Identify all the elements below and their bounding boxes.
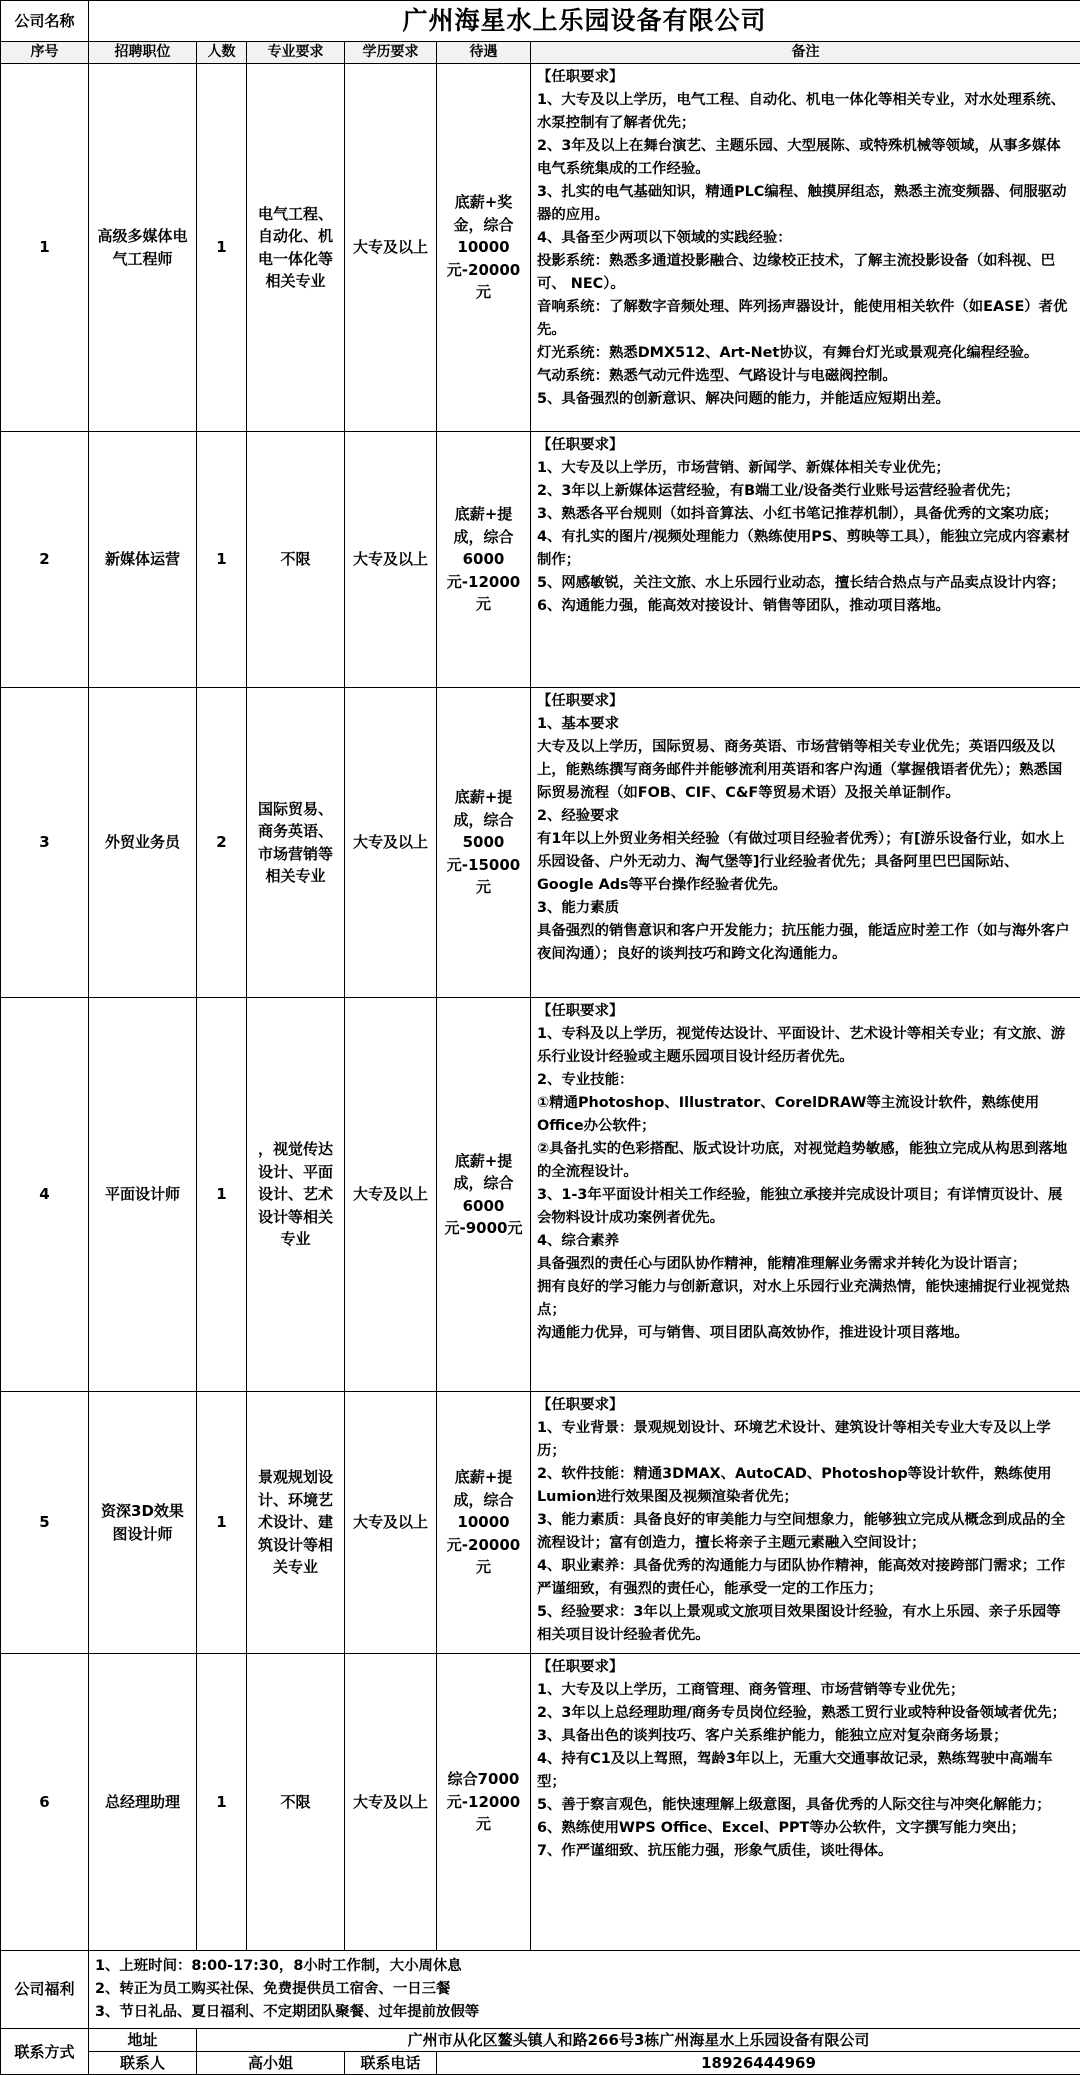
job-note-line: 具备强烈的销售意识和客户开发能力；抗压能力强，能适应时差工作（如与海外客户夜间沟通）；良好的谈判技巧和跨文化沟通能力。 — [537, 920, 1074, 966]
job-education: 大专及以上 — [345, 688, 437, 998]
job-position-text: 高级多媒体电气工程师 — [89, 225, 196, 270]
job-salary — [437, 1392, 531, 1654]
job-note-line: 6、沟通能力强，能高效对接设计、销售等团队，推动项目落地。 — [537, 595, 1074, 618]
job-notes — [531, 688, 1080, 998]
job-major-text: 景观规划设计、环境艺术设计、建筑设计等相关专业 — [247, 1466, 344, 1579]
job-major-text: ，视觉传达设计、平面设计、艺术设计等相关专业 — [247, 1138, 344, 1251]
job-major — [247, 432, 345, 688]
job-row — [1, 998, 1080, 1392]
job-position-text: 新媒体运营 — [89, 548, 196, 571]
job-note-line: 4、持有C1及以上驾照，驾龄3年以上，无重大交通事故记录，熟练驾驶中高端车型； — [537, 1748, 1074, 1794]
benefits-row — [1, 1951, 1080, 2029]
benefits-label: 公司福利 — [1, 1951, 89, 2029]
job-note-line: 6、熟练使用WPS Office、Excel、PPT等办公软件，文字撰写能力突出； — [537, 1817, 1074, 1840]
contact-label: 联系方式 — [1, 2029, 89, 2075]
job-note-line: 【任职要求】 — [537, 66, 1074, 89]
col-header-count: 人数 — [197, 42, 247, 64]
job-notes — [531, 998, 1080, 1392]
job-note-line: 5、网感敏锐，关注文旅、水上乐园行业动态，擅长结合热点与产品卖点设计内容； — [537, 572, 1074, 595]
job-note-line: 沟通能力优异，可与销售、项目团队高效协作，推进设计项目落地。 — [537, 1322, 1074, 1345]
contact-row-person — [1, 2052, 1080, 2075]
job-major — [247, 1392, 345, 1654]
job-note-line: 灯光系统：熟悉DMX512、Art-Net协议，有舞台灯光或景观亮化编程经验。 — [537, 342, 1074, 365]
job-note-line: ①精通Photoshop、Illustrator、CorelDRAW等主流设计软件，熟练使用Office办公软件； — [537, 1092, 1074, 1138]
job-note-line: ②具备扎实的色彩搭配、版式设计功底，对视觉趋势敏感，能独立完成从构思到落地的全流程设计。 — [537, 1138, 1074, 1184]
job-note-line: 【任职要求】 — [537, 690, 1074, 713]
job-note-line: 7、作严谨细致、抗压能力强，形象气质佳，谈吐得体。 — [537, 1840, 1074, 1863]
job-number: 1 — [1, 64, 89, 432]
job-note-line: 音响系统：了解数字音频处理、阵列扬声器设计，能使用相关软件（如EASE）者优先。 — [537, 296, 1074, 342]
job-major — [247, 64, 345, 432]
job-row — [1, 688, 1080, 998]
job-row — [1, 64, 1080, 432]
job-education: 大专及以上 — [345, 998, 437, 1392]
company-title: 广州海星水上乐园设备有限公司 — [89, 1, 1080, 42]
job-notes — [531, 432, 1080, 688]
column-header-row — [1, 42, 1080, 64]
job-note-line: 2、经验要求 — [537, 805, 1074, 828]
job-note-line: 大专及以上学历，国际贸易、商务英语、市场营销等相关专业优先；英语四级及以上，能熟练撰写商务邮件并能够流利用英语和客户沟通（掌握俄语者优先）；熟悉国际贸易流程（如FOB、CIF、C&F等贸易术语）及报关单证制作。 — [537, 736, 1074, 805]
title-row — [1, 1, 1080, 42]
job-note-line: 2、3年以上总经理助理/商务专员岗位经验，熟悉工贸行业或特种设备领域者优先； — [537, 1702, 1074, 1725]
job-note-line: 3、能力素质：具备良好的审美能力与空间想象力，能够独立完成从概念到成品的全流程设计；富有创造力，擅长将亲子主题元素融入空间设计； — [537, 1509, 1074, 1555]
address-value: 广州市从化区鳌头镇人和路266号3栋广州海星水上乐园设备有限公司 — [197, 2029, 1080, 2052]
job-note-line: 4、有扎实的图片/视频处理能力（熟练使用PS、剪映等工具），能独立完成内容素材制作； — [537, 526, 1074, 572]
job-count: 2 — [197, 688, 247, 998]
job-major — [247, 998, 345, 1392]
job-note-line: 具备强烈的责任心与团队协作精神，能精准理解业务需求并转化为设计语言； — [537, 1253, 1074, 1276]
job-salary-text: 综合7000元-12000元 — [437, 1768, 530, 1836]
job-note-line: 2、3年及以上在舞台演艺、主题乐园、大型展陈、或特殊机械等领域，从事多媒体电气系统集成的工作经验。 — [537, 135, 1074, 181]
job-salary-text: 底薪+奖金，综合10000元-20000元 — [437, 191, 530, 304]
job-education: 大专及以上 — [345, 1654, 437, 1951]
job-notes — [531, 1654, 1080, 1951]
job-note-line: 1、大专及以上学历，工商管理、商务管理、市场营销等专业优先； — [537, 1679, 1074, 1702]
job-number: 4 — [1, 998, 89, 1392]
job-note-line: 1、大专及以上学历，电气工程、自动化、机电一体化等相关专业，对水处理系统、水泵控制有了解者优先； — [537, 89, 1074, 135]
job-count: 1 — [197, 432, 247, 688]
job-count: 1 — [197, 64, 247, 432]
job-note-line: 3、具备出色的谈判技巧、客户关系维护能力，能独立应对复杂商务场景； — [537, 1725, 1074, 1748]
job-major-text: 不限 — [247, 1791, 344, 1814]
job-position — [89, 1654, 197, 1951]
job-position — [89, 1392, 197, 1654]
col-header-position: 招聘职位 — [89, 42, 197, 64]
job-note-line: 2、专业技能： — [537, 1069, 1074, 1092]
job-count: 1 — [197, 998, 247, 1392]
job-note-line: 【任职要求】 — [537, 1394, 1074, 1417]
job-education: 大专及以上 — [345, 1392, 437, 1654]
benefit-line: 3、节日礼品、夏日福利、不定期团队聚餐、过年提前放假等 — [95, 2001, 1074, 2024]
job-row — [1, 432, 1080, 688]
job-note-line: 【任职要求】 — [537, 1656, 1074, 1679]
job-position-text: 平面设计师 — [89, 1183, 196, 1206]
job-note-line: 4、具备至少两项以下领域的实践经验： — [537, 227, 1074, 250]
job-note-line: 1、专业背景：景观规划设计、环境艺术设计、建筑设计等相关专业大专及以上学历； — [537, 1417, 1074, 1463]
contact-row-address — [1, 2029, 1080, 2052]
job-education: 大专及以上 — [345, 64, 437, 432]
job-salary — [437, 1654, 531, 1951]
job-note-line: 【任职要求】 — [537, 434, 1074, 457]
job-number: 3 — [1, 688, 89, 998]
job-number: 2 — [1, 432, 89, 688]
job-position — [89, 432, 197, 688]
col-header-salary: 待遇 — [437, 42, 531, 64]
job-row — [1, 1654, 1080, 1951]
job-note-line: 5、经验要求：3年以上景观或文旅项目效果图设计经验，有水上乐园、亲子乐园等相关项目设计经验者优先。 — [537, 1601, 1074, 1647]
job-notes — [531, 1392, 1080, 1654]
col-header-no: 序号 — [1, 42, 89, 64]
col-header-notes: 备注 — [531, 42, 1080, 64]
job-major-text: 电气工程、自动化、机电一体化等相关专业 — [247, 203, 344, 293]
benefit-line: 1、上班时间：8:00-17:30，8小时工作制，大小周休息 — [95, 1955, 1074, 1978]
col-header-education: 学历要求 — [345, 42, 437, 64]
company-name-label: 公司名称 — [1, 1, 89, 42]
job-note-line: 1、大专及以上学历，市场营销、新闻学、新媒体相关专业优先； — [537, 457, 1074, 480]
job-note-line: 5、善于察言观色，能快速理解上级意图，具备优秀的人际交往与冲突化解能力； — [537, 1794, 1074, 1817]
job-count: 1 — [197, 1392, 247, 1654]
job-note-line: 3、1-3年平面设计相关工作经验，能独立承接并完成设计项目；有详情页设计、展会物料设计成功案例者优先。 — [537, 1184, 1074, 1230]
job-number: 6 — [1, 1654, 89, 1951]
job-note-line: 2、软件技能：精通3DMAX、AutoCAD、Photoshop等设计软件，熟练使用Lumion进行效果图及视频渲染者优先； — [537, 1463, 1074, 1509]
job-note-line: 4、综合素养 — [537, 1230, 1074, 1253]
address-label: 地址 — [89, 2029, 197, 2052]
job-note-line: 3、能力素质 — [537, 897, 1074, 920]
job-number: 5 — [1, 1392, 89, 1654]
job-note-line: 2、3年以上新媒体运营经验，有B端工业/设备类行业账号运营经验者优先； — [537, 480, 1074, 503]
job-row — [1, 1392, 1080, 1654]
contact-person-label: 联系人 — [89, 2052, 197, 2075]
job-major-text: 不限 — [247, 548, 344, 571]
job-major-text: 国际贸易、商务英语、市场营销等相关专业 — [247, 798, 344, 888]
job-education: 大专及以上 — [345, 432, 437, 688]
job-salary-text: 底薪+提成，综合6000元-12000元 — [437, 503, 530, 616]
contact-person-value: 高小姐 — [197, 2052, 345, 2075]
job-salary-text: 底薪+提成，综合10000元-20000元 — [437, 1466, 530, 1579]
job-note-line: 3、扎实的电气基础知识，精通PLC编程、触摸屏组态，熟悉主流变频器、伺服驱动器的应用。 — [537, 181, 1074, 227]
job-note-line: 气动系统：熟悉气动元件选型、气路设计与电磁阀控制。 — [537, 365, 1074, 388]
contact-phone-value: 18926444969 — [437, 2052, 1080, 2075]
job-note-line: 5、具备强烈的创新意识、解决问题的能力，并能适应短期出差。 — [537, 388, 1074, 411]
job-note-line: 1、专科及以上学历，视觉传达设计、平面设计、艺术设计等相关专业；有文旅、游乐行业设计经验或主题乐园项目设计经历者优先。 — [537, 1023, 1074, 1069]
job-count: 1 — [197, 1654, 247, 1951]
job-salary-text: 底薪+提成，综合5000元-15000元 — [437, 786, 530, 899]
job-salary — [437, 688, 531, 998]
job-salary — [437, 432, 531, 688]
benefits-content — [89, 1951, 1080, 2029]
job-note-line: 拥有良好的学习能力与创新意识，对水上乐园行业充满热情，能快速捕捉行业视觉热点； — [537, 1276, 1074, 1322]
col-header-major: 专业要求 — [247, 42, 345, 64]
job-position — [89, 64, 197, 432]
contact-phone-label: 联系电话 — [345, 2052, 437, 2075]
job-note-line: 投影系统：熟悉多通道投影融合、边缘校正技术，了解主流投影设备（如科视、巴可、 NEC）。 — [537, 250, 1074, 296]
job-position-text: 资深3D效果图设计师 — [89, 1500, 196, 1545]
job-notes — [531, 64, 1080, 432]
job-position-text: 外贸业务员 — [89, 831, 196, 854]
job-note-line: 3、熟悉各平台规则（如抖音算法、小红书笔记推荐机制），具备优秀的文案功底； — [537, 503, 1074, 526]
job-note-line: 有1年以上外贸业务相关经验（有做过项目经验者优秀）；有[游乐设备行业，如水上乐园设备、户外无动力、淘气堡等]行业经验者优先；具备阿里巴巴国际站、Google Ads等平台操作经验者优先。 — [537, 828, 1074, 897]
job-major — [247, 1654, 345, 1951]
job-salary-text: 底薪+提成，综合6000元-9000元 — [437, 1150, 530, 1240]
job-major — [247, 688, 345, 998]
benefit-line: 2、转正为员工购买社保、免费提供员工宿舍、一日三餐 — [95, 1978, 1074, 2001]
job-note-line: 1、基本要求 — [537, 713, 1074, 736]
job-position — [89, 688, 197, 998]
job-position-text: 总经理助理 — [89, 1791, 196, 1814]
job-salary — [437, 998, 531, 1392]
job-note-line: 【任职要求】 — [537, 1000, 1074, 1023]
job-note-line: 4、职业素养：具备优秀的沟通能力与团队协作精神，能高效对接跨部门需求；工作严谨细致，有强烈的责任心，能承受一定的工作压力； — [537, 1555, 1074, 1601]
job-position — [89, 998, 197, 1392]
job-salary — [437, 64, 531, 432]
